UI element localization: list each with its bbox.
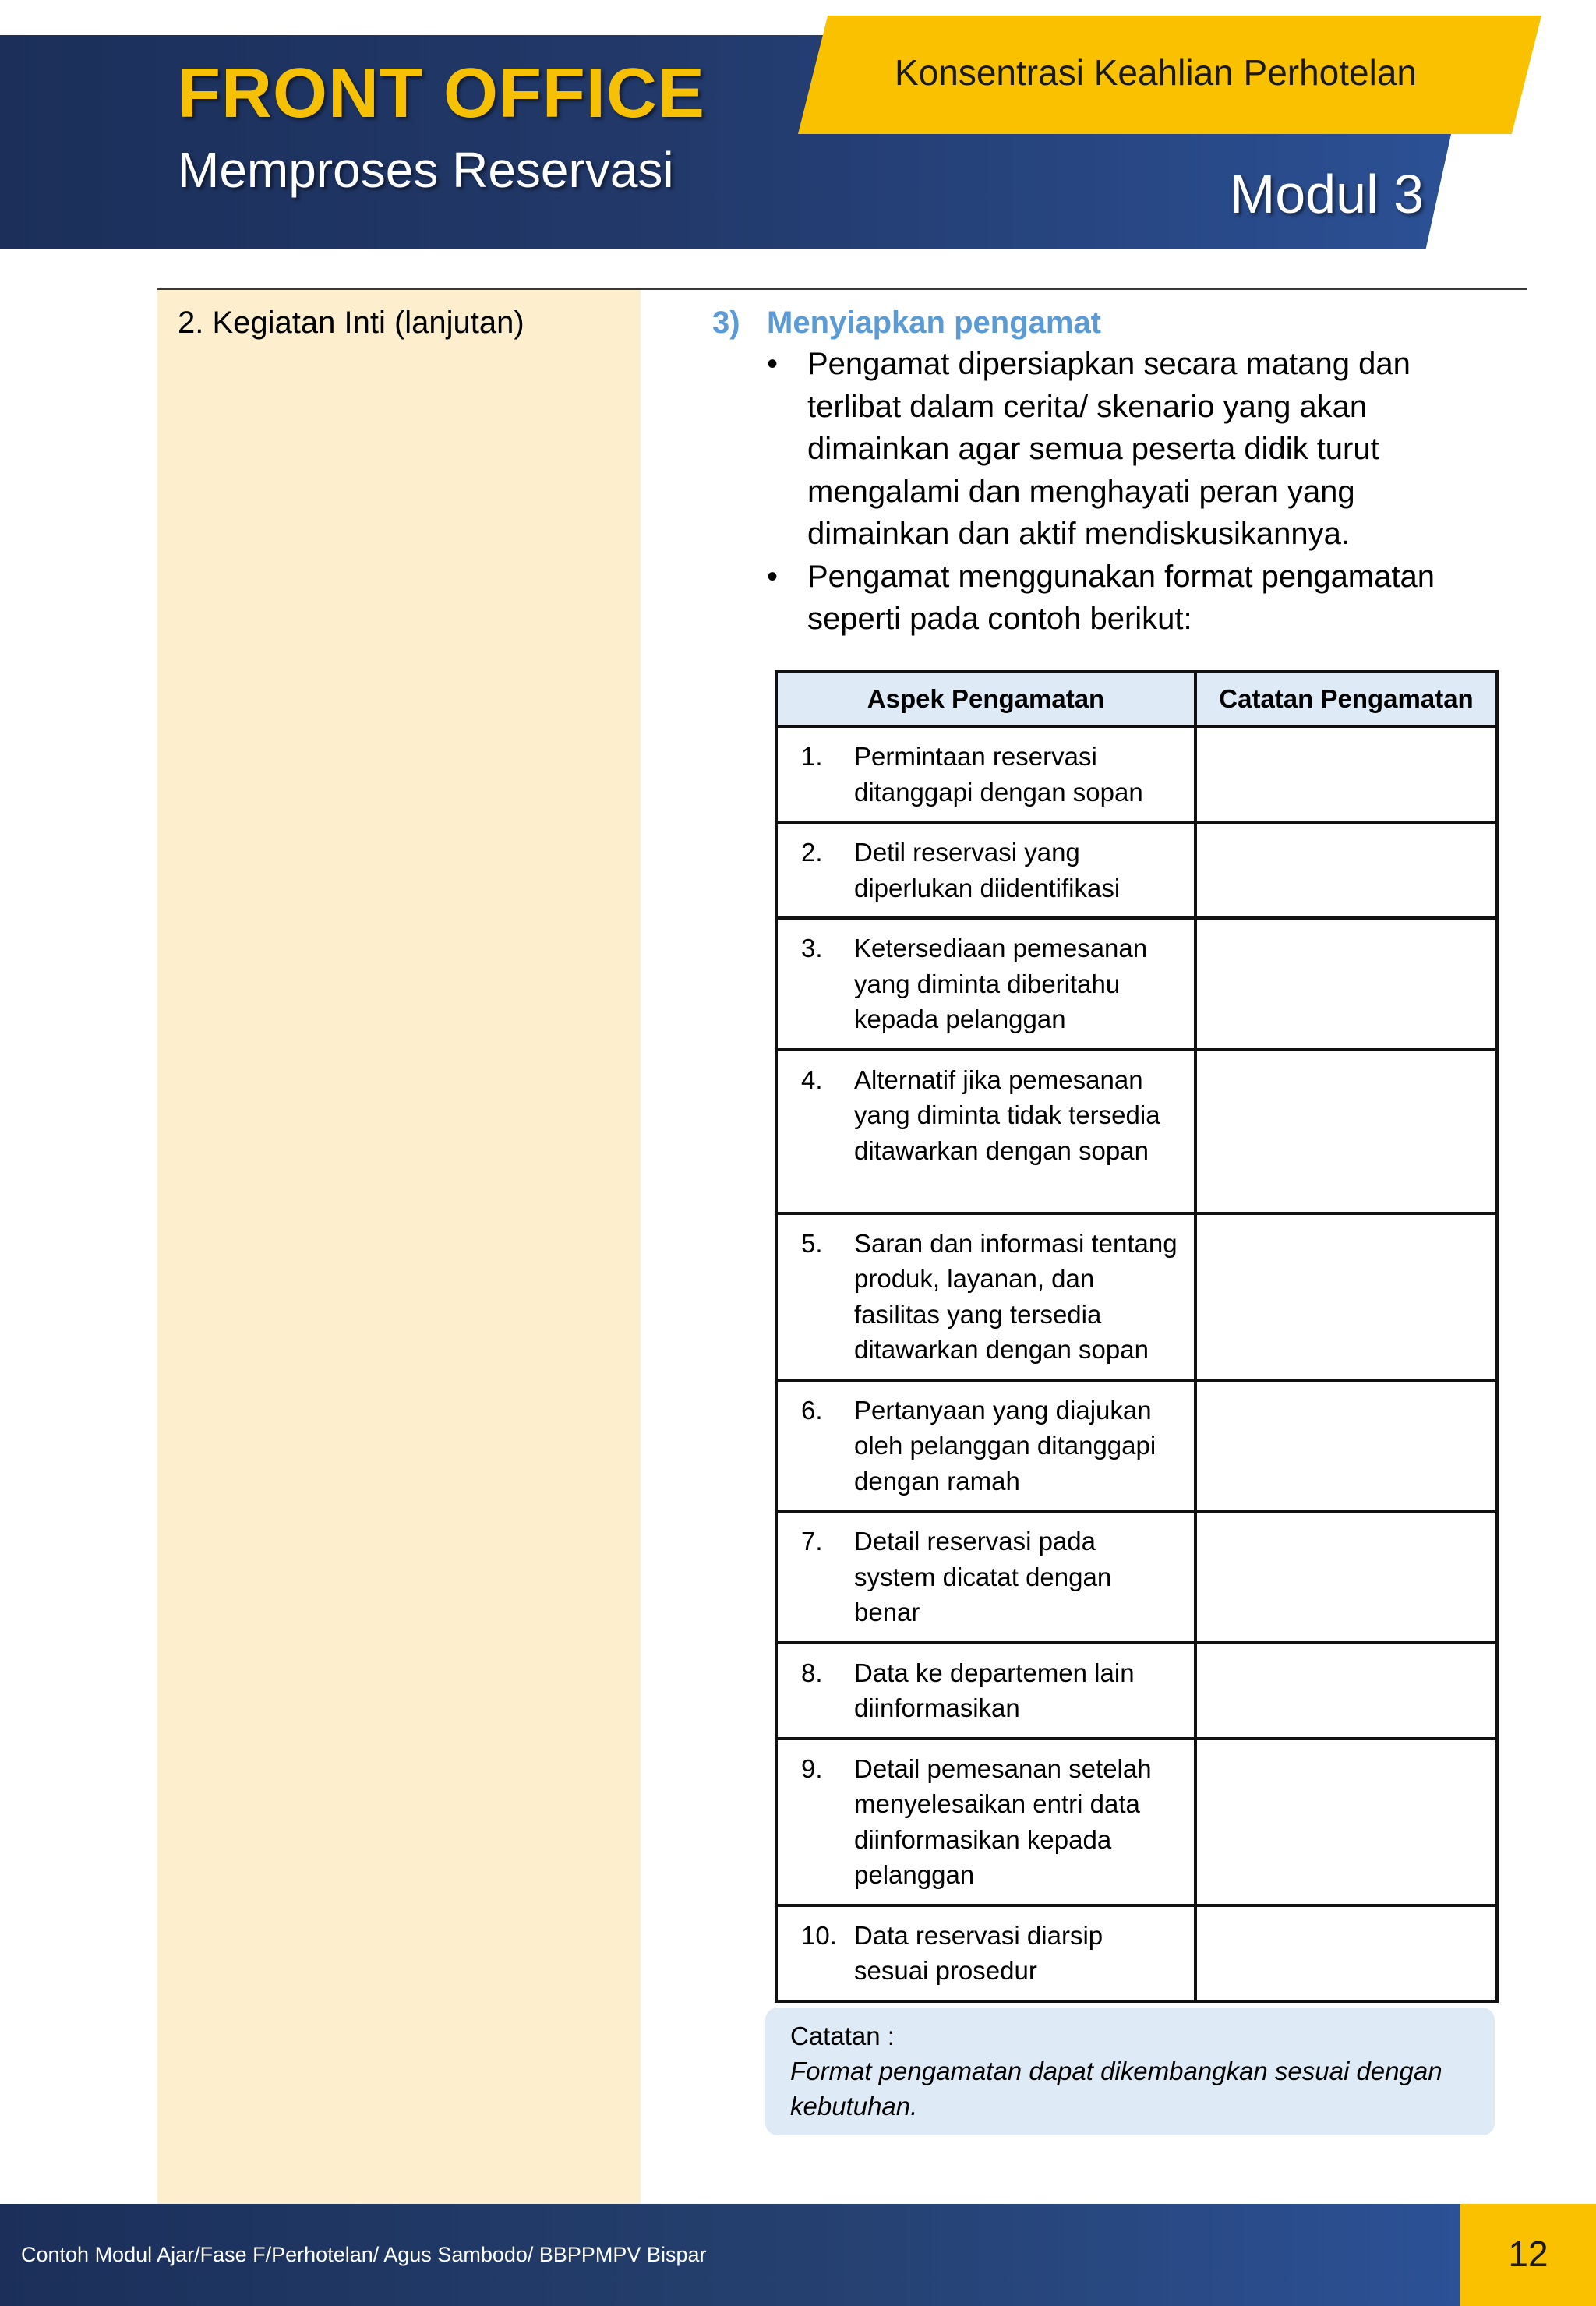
aspect-cell [776,1739,1195,1905]
table-row [776,1905,1497,2001]
aspect-cell [776,1380,1195,1512]
aspect-text: Data reservasi diarsip sesuai prosedur [854,1920,1103,1985]
document-subtitle: Memproses Reservasi [178,142,674,198]
table-row [776,918,1497,1050]
notes-cell[interactable] [1195,1905,1497,2001]
aspect-cell [776,822,1195,918]
table-row [776,1739,1497,1905]
table-row [776,1643,1497,1739]
table-row [776,1511,1497,1643]
aspect-text: Detail pemesanan setelah menyelesaikan entri data diinformasikan kepada pelanggan [854,1753,1152,1889]
bullet-list [764,343,1481,641]
row-number: 7. [801,1527,823,1556]
row-number: 2. [801,838,823,867]
notes-cell[interactable] [1195,726,1497,822]
table-row [776,1380,1497,1512]
aspect-cell [776,726,1195,822]
observation-table [775,670,1499,2003]
notes-cell[interactable] [1195,918,1497,1050]
row-number: 5. [801,1228,823,1258]
table-row [776,1050,1497,1213]
table-header-row [776,672,1497,726]
row-number: 9. [801,1753,823,1783]
row-number: 10. [801,1920,837,1950]
column-header-aspect: Aspek Pengamatan [776,672,1195,726]
aspect-text: Data ke departemen lain diinformasikan [854,1658,1135,1722]
notes-cell[interactable] [1195,1213,1497,1380]
aspect-text: Alternatif jika pemesanan yang diminta tidak tersedia ditawarkan dengan sopan [854,1065,1160,1165]
note-label: Catatan : [790,2022,895,2050]
table-row [776,822,1497,918]
bullet-item [764,343,1481,556]
row-number: 4. [801,1065,823,1094]
note-text: Format pengamatan dapat dikembangkan sesuai dengan kebutuhan. [790,2057,1442,2121]
bullet-icon: • [767,559,779,594]
concentration-label: Konsentrasi Keahlian Perhotelan [895,52,1418,93]
aspect-cell [776,918,1195,1050]
aspect-text: Detil reservasi yang diperlukan diidentifikasi [854,838,1121,902]
module-label: Modul 3 [1230,164,1425,224]
notes-cell[interactable] [1195,1050,1497,1213]
page-number: 12 [1508,2234,1548,2274]
notes-cell[interactable] [1195,1511,1497,1643]
table-row [776,1213,1497,1380]
notes-cell[interactable] [1195,1380,1497,1512]
row-number: 8. [801,1658,823,1687]
aspect-cell [776,1905,1195,2001]
section-number: 3) [712,305,740,340]
aspect-cell [776,1643,1195,1739]
notes-cell[interactable] [1195,822,1497,918]
aspect-cell [776,1050,1195,1213]
column-header-notes: Catatan Pengamatan [1195,672,1497,726]
bullet-text: Pengamat dipersiapkan secara matang dan terlibat dalam cerita/ skenario yang akan dimainkan agar semua peserta didik turut mengalami dan menghayati peran yang dimainkan dan aktif mendiskusikannya. [807,347,1411,551]
aspect-text: Detail reservasi pada system dicatat dengan benar [854,1527,1112,1626]
section-title: Menyiapkan pengamat [767,305,1102,340]
aspect-text: Ketersediaan pemesanan yang diminta diberitahu kepada pelanggan [854,934,1148,1033]
aspect-text: Pertanyaan yang diajukan oleh pelanggan ditanggapi dengan ramah [854,1395,1156,1496]
row-number: 1. [801,742,823,771]
aspect-text: Permintaan reservasi ditanggapi dengan sopan [854,742,1143,807]
table-row [776,726,1497,822]
notes-cell[interactable] [1195,1643,1497,1739]
document-title: FRONT OFFICE [178,55,705,132]
bullet-text: Pengamat menggunakan format pengamatan seperti pada contoh berikut: [807,559,1435,636]
row-number: 6. [801,1395,823,1425]
bullet-icon: • [767,347,779,381]
row-number: 3. [801,934,823,962]
footer-credit: Contoh Modul Ajar/Fase F/Perhotelan/ Agus Sambodo/ BBPPMPV Bispar [21,2243,707,2266]
bullet-item [764,556,1481,641]
aspect-cell [776,1511,1195,1643]
left-column [157,290,641,2204]
notes-cell[interactable] [1195,1739,1497,1905]
aspect-cell [776,1213,1195,1380]
aspect-text: Saran dan informasi tentang produk, layanan, dan fasilitas yang tersedia ditawarkan dengan sopan [854,1228,1178,1364]
activity-label: 2. Kegiatan Inti (lanjutan) [178,305,524,340]
